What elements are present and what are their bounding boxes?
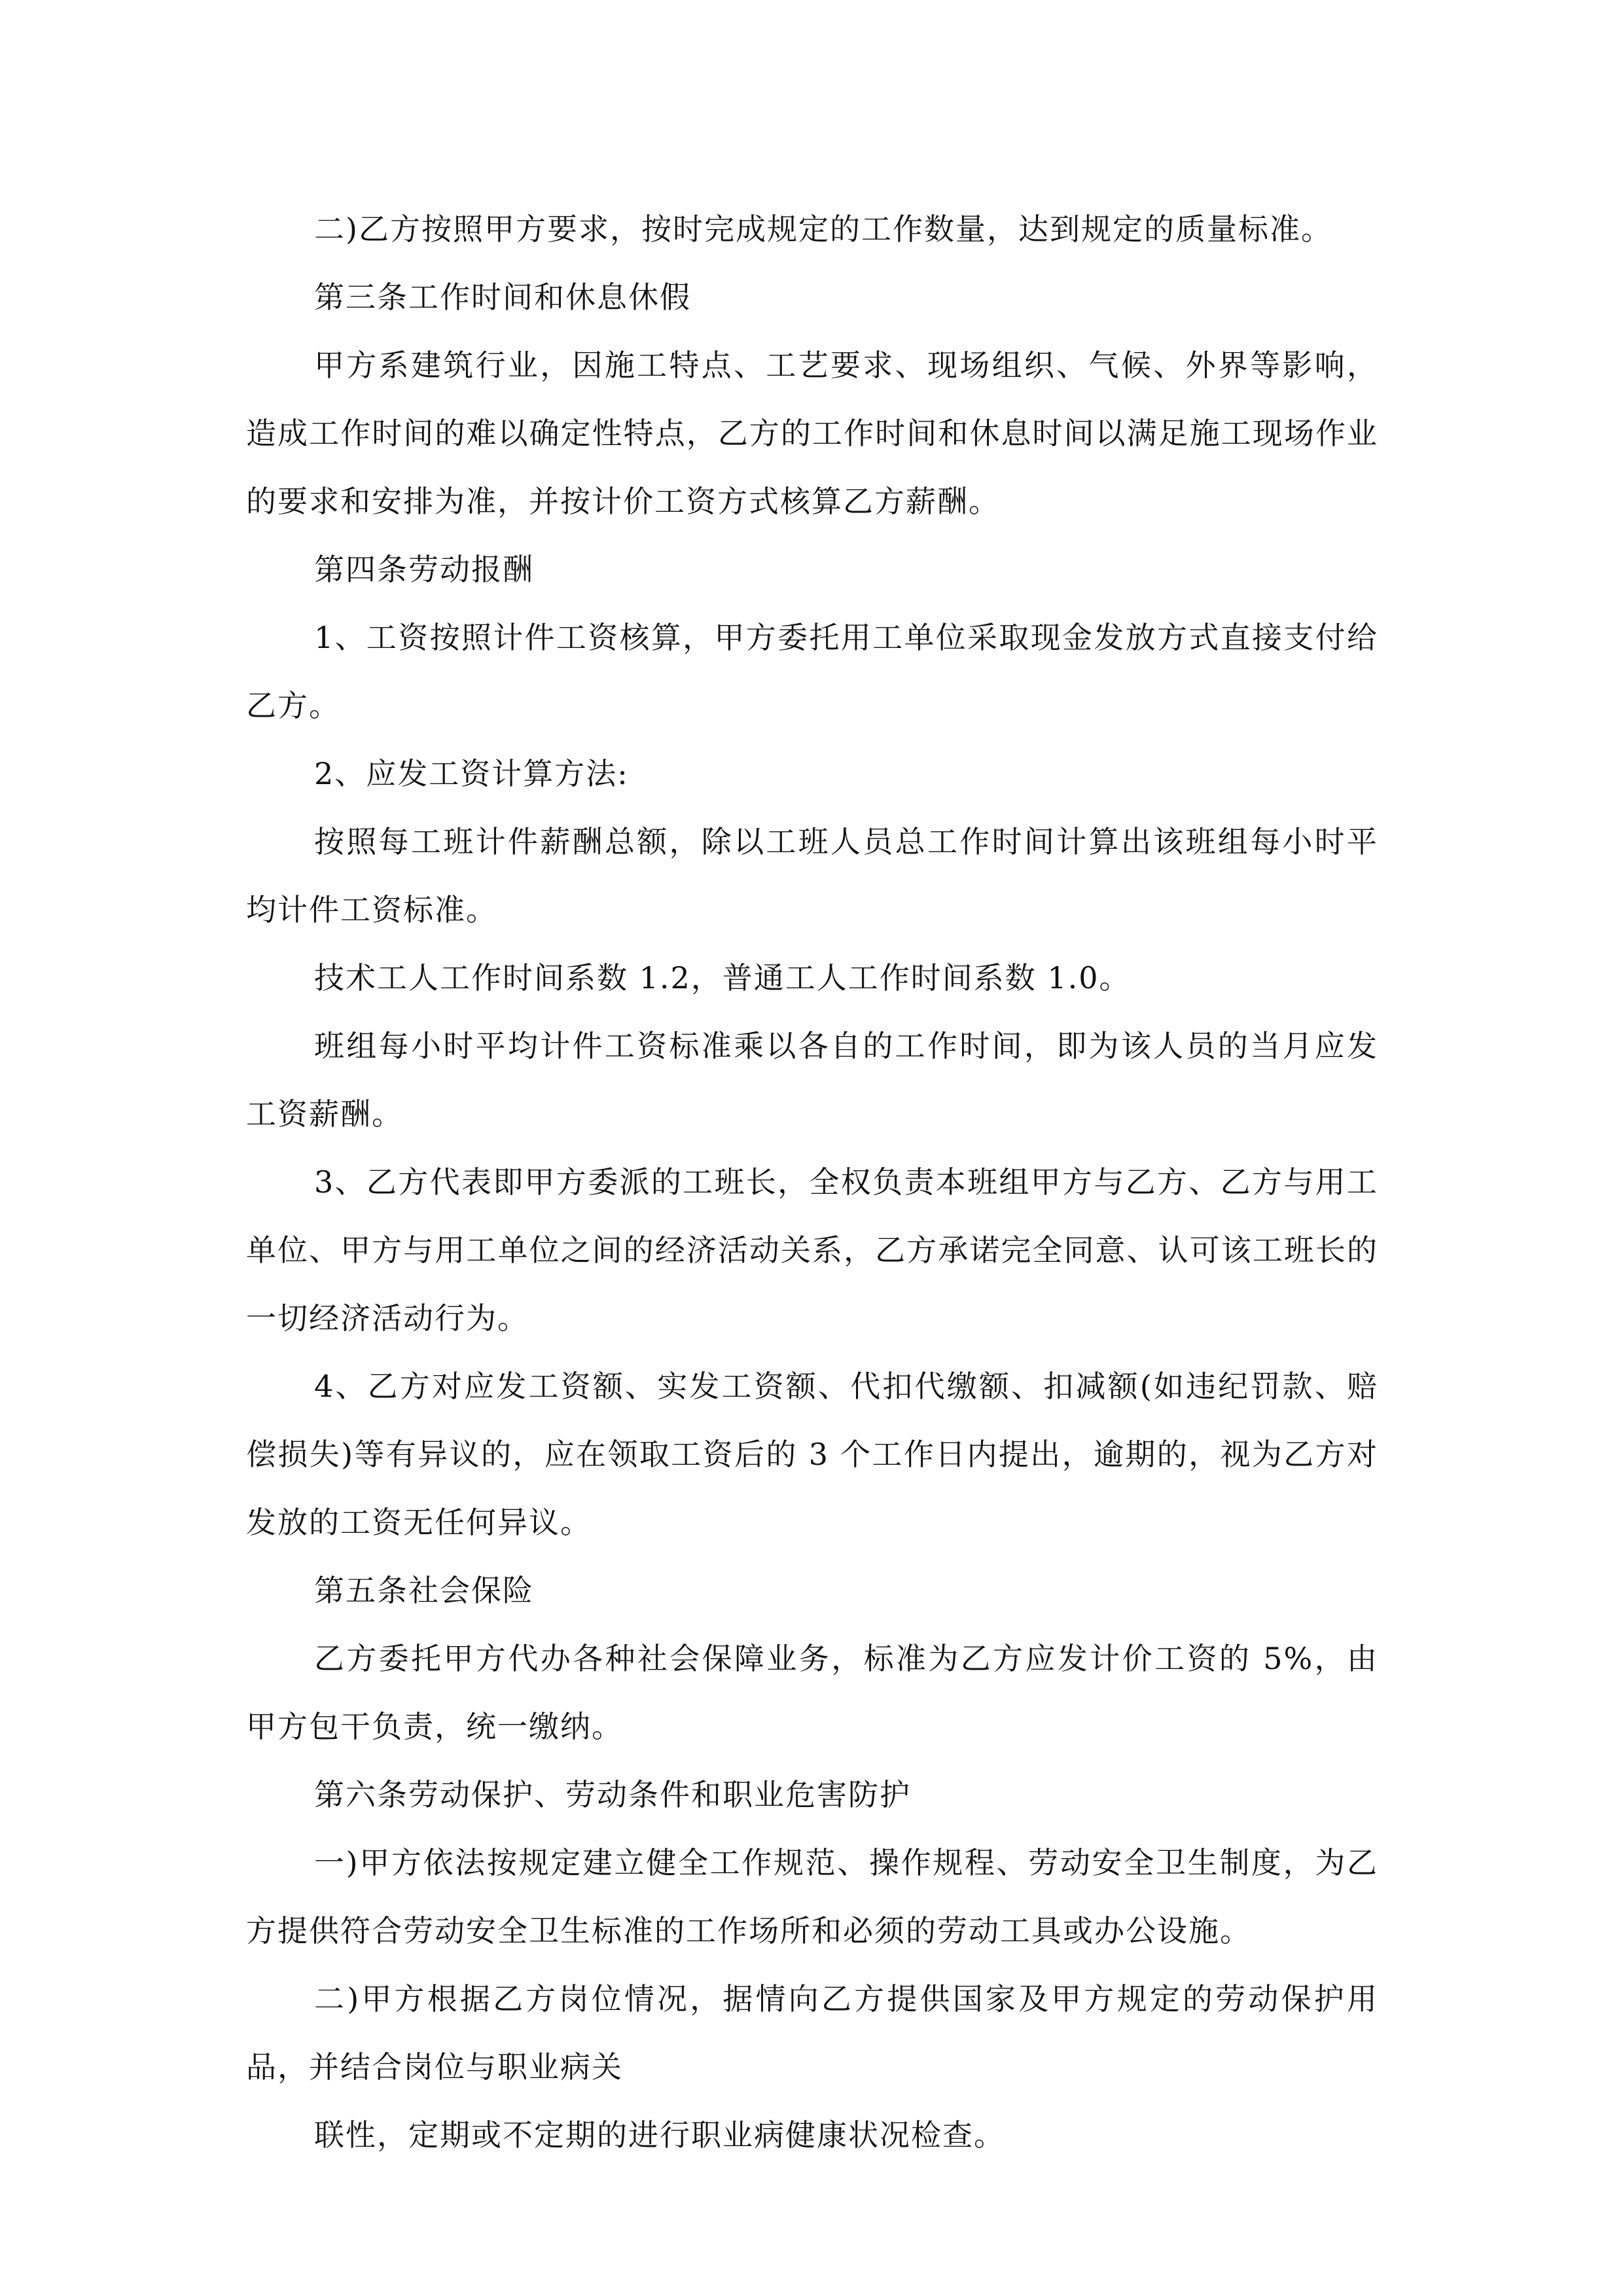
section-heading-work-hours: 第三条工作时间和休息休假 (314, 279, 691, 315)
section-heading-labor-protection: 第六条劳动保护、劳动条件和职业危害防护 (314, 1777, 911, 1812)
paragraph-wage-objection: 4、乙方对应发工资额、实发工资额、代扣代缴额、扣减额(如违纪罚款、赔偿损失)等有异议的，应在领取工资后的 3 个工作日内提出，逾期的，视为乙方对发放的工资无任何异议。 (246, 1369, 1378, 1540)
paragraph-wage-method-title: 2、应发工资计算方法: (314, 756, 629, 791)
paragraph-wage-payment: 1、工资按照计件工资核算，甲方委托用工单位采取现金发放方式直接支付给乙方。 (246, 620, 1378, 723)
paragraph-social-insurance: 乙方委托甲方代办各种社会保障业务，标准为乙方应发计价工资的 5%，由甲方包干负责，统一缴纳。 (246, 1641, 1378, 1744)
paragraph-monthly-pay: 班组每小时平均计件工资标准乘以各自的工作时间，即为该人员的当月应发工资薪酬。 (246, 1028, 1378, 1132)
section-heading-social-insurance: 第五条社会保险 (314, 1573, 534, 1608)
paragraph-health-checks: 联性，定期或不定期的进行职业病健康状况检查。 (314, 2117, 1005, 2153)
paragraph-quality-standard: 二)乙方按照甲方要求，按时完成规定的工作数量，达到规定的质量标准。 (314, 211, 1332, 247)
paragraph-wage-method: 按照每工班计件薪酬总额，除以工班人员总工作时间计算出该班组每小时平均计件工资标准。 (246, 824, 1378, 927)
paragraph-safety-rules: 一)甲方依法按规定建立健全工作规范、操作规程、劳动安全卫生制度，为乙方提供符合劳动安全卫生标准的工作场所和必须的劳动工具或办公设施。 (246, 1845, 1378, 1948)
section-heading-remuneration: 第四条劳动报酬 (314, 552, 534, 587)
paragraph-work-hours: 甲方系建筑行业，因施工特点、工艺要求、现场组织、气候、外界等影响，造成工作时间的难以确定性特点，乙方的工作时间和休息时间以满足施工现场作业的要求和安排为准，并按计价工资方式核算乙方薪酬。 (246, 348, 1378, 519)
paragraph-protective-equipment: 二)甲方根据乙方岗位情况，据情向乙方提供国家及甲方规定的劳动保护用品，并结合岗位与职业病关 (246, 1981, 1378, 2085)
document-body (246, 195, 1378, 2169)
paragraph-time-coefficient: 技术工人工作时间系数 1.2，普通工人工作时间系数 1.0。 (314, 960, 1131, 996)
paragraph-team-leader: 3、乙方代表即甲方委派的工班长，全权负责本班组甲方与乙方、乙方与用工单位、甲方与用工单位之间的经济活动关系，乙方承诺完全同意、认可该工班长的一切经济活动行为。 (246, 1164, 1378, 1336)
